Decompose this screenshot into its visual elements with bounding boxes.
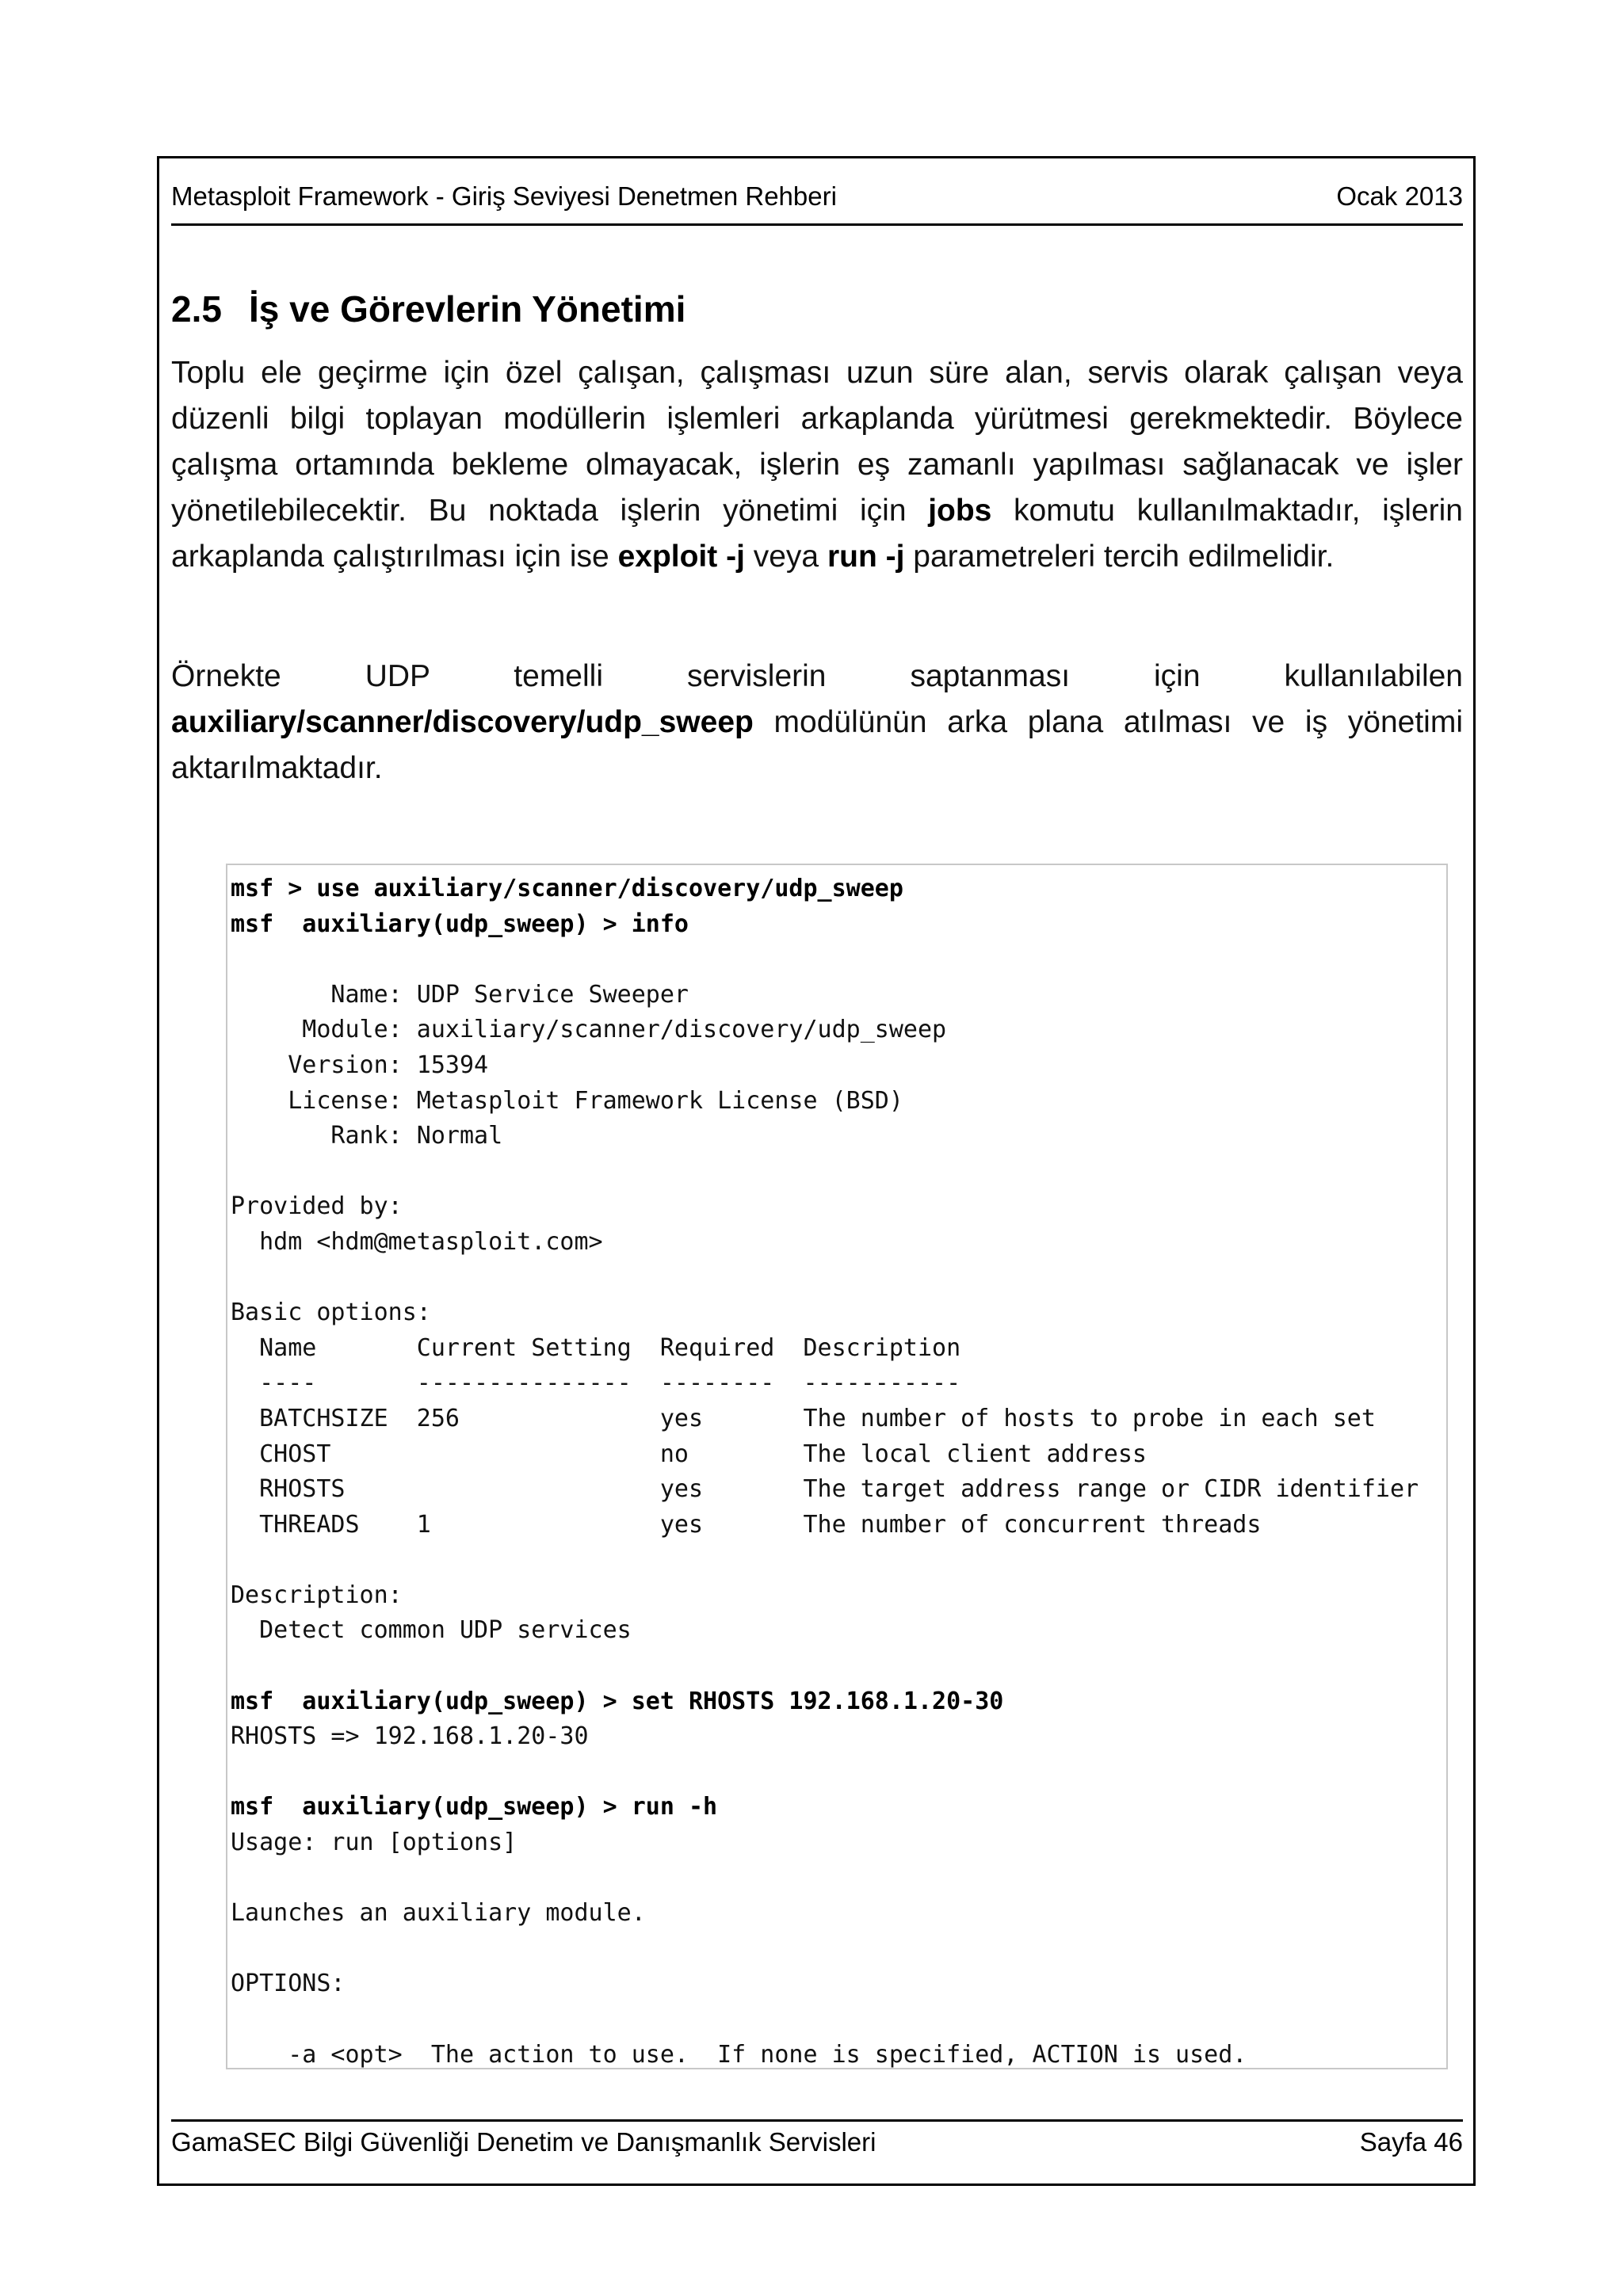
section-number: 2.5 <box>171 288 222 330</box>
command-output: Usage: run [options] Launches an auxiliary module. OPTIONS: -a <opt> The action to use. If none is specified, ACTION is used. <box>231 1829 1247 2069</box>
terminal-listing <box>226 864 1448 2069</box>
bold-jobs: jobs <box>928 494 992 528</box>
section-title: İş ve Görevlerin Yönetimi <box>249 288 686 330</box>
text-run: modülünün arka plana atılması ve iş yönetimi aktarılmaktadır. <box>171 705 1463 785</box>
command-output: Name: UDP Service Sweeper Module: auxiliary/scanner/discovery/udp_sweep Version: 15394 License: Metasploit Framework License (BSD) Rank: Normal Provided by: hdm <hdm@metasploit.com> Basic options: Name Current Setting Required Description ---- --------------- -------- ----------- BATCHSIZE 256 yes The number of hosts to probe in each set CHOST no The local client address RHOSTS yes The target address range or CIDR identifier THREADS 1 yes The number of concurrent threads Description: Detect common UDP services <box>231 980 1419 1645</box>
running-footer <box>171 2126 1463 2158</box>
command-line: msf auxiliary(udp_sweep) > info <box>231 910 689 938</box>
bold-module-path: auxiliary/scanner/discovery/udp_sweep <box>171 705 754 739</box>
command-line: msf auxiliary(udp_sweep) > set RHOSTS 192.168.1.20-30 <box>231 1687 1004 1715</box>
text-run: Örnekte UDP temelli servislerin saptanması için kullanılabilen <box>171 659 1463 693</box>
page-number: Sayfa 46 <box>1359 2127 1463 2157</box>
section-heading <box>171 285 1463 333</box>
header-title: Metasploit Framework - Giriş Seviyesi Denetmen Rehberi <box>171 181 837 211</box>
text-run: veya <box>744 540 827 574</box>
command-line: msf > use auxiliary/scanner/discovery/udp_sweep <box>231 875 903 902</box>
header-date: Ocak 2013 <box>1336 181 1463 211</box>
text-run: parametreleri tercih edilmelidir. <box>904 540 1335 574</box>
command-output: RHOSTS => 192.168.1.20-30 <box>231 1722 589 1751</box>
header-rule <box>171 223 1463 226</box>
bold-run-j: run -j <box>827 540 905 574</box>
footer-rule <box>171 2119 1463 2122</box>
example-paragraph <box>171 654 1463 791</box>
footer-company: GamaSEC Bilgi Güvenliği Denetim ve Danışmanlık Servisleri <box>171 2127 876 2157</box>
command-line: msf auxiliary(udp_sweep) > run -h <box>231 1793 718 1821</box>
bold-exploit-j: exploit -j <box>617 540 745 574</box>
intro-paragraph <box>171 350 1463 580</box>
text-run: Toplu ele geçirme için özel çalışan, çalışması uzun süre alan, servis olarak çalışan veya düzenli bilgi toplayan modüllerin işlemleri arkaplanda yürütmesi gerekmektedir. Böylece çalışma ortamında bekleme olmayacak, işlerin eş zamanlı yapılması sağlanacak ve işler yönetilebilecektir. Bu noktada işlerin yönetimi için <box>171 356 1463 528</box>
text-run: komutu kullanılmaktadır, işlerin arkaplanda çalıştırılması için ise <box>171 494 1463 574</box>
running-header <box>171 181 1463 212</box>
